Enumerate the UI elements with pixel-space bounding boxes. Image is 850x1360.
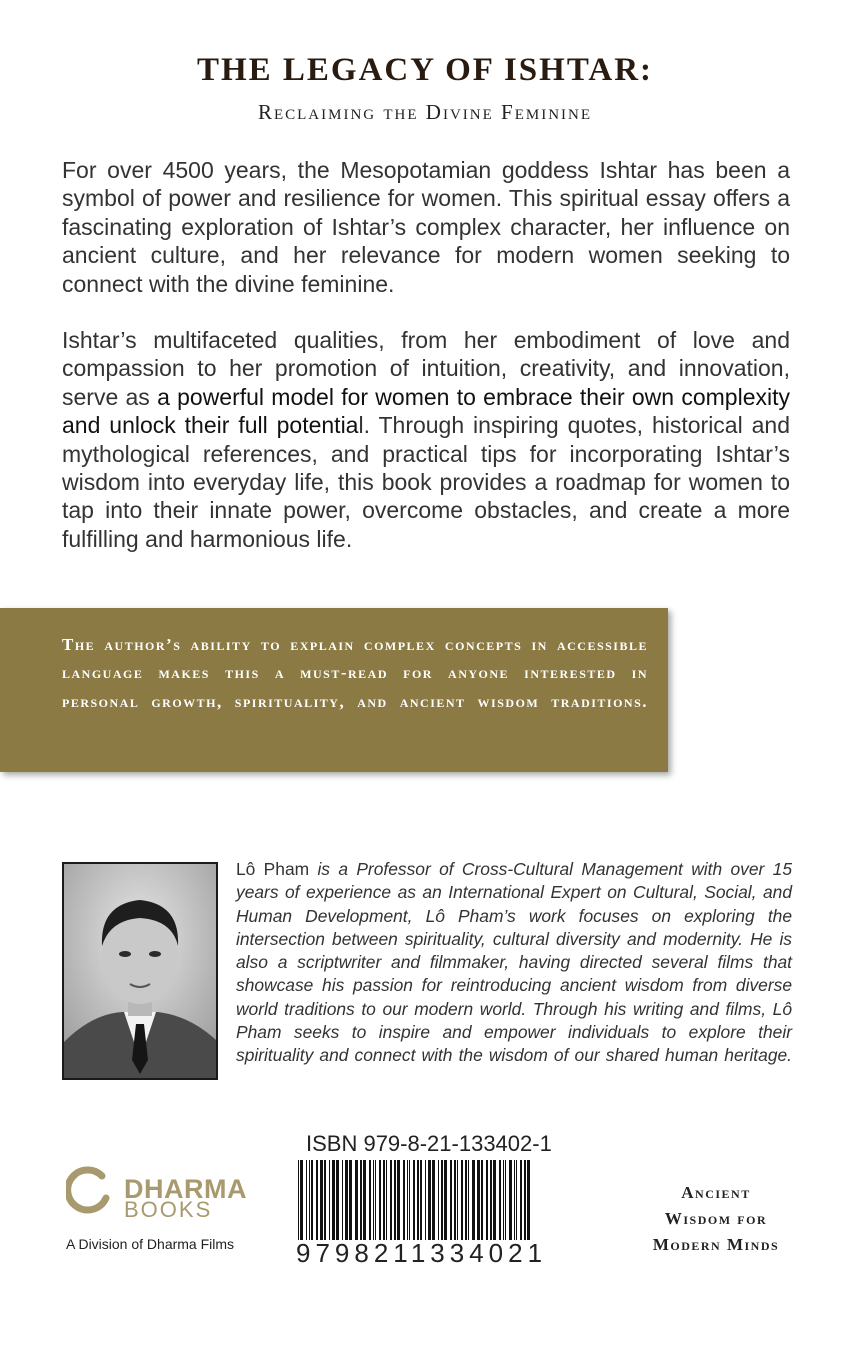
review-quote: The author’s ability to explain complex concepts in accessible language makes this a must-read for anyone interested in personal growth, spirituality, and ancient wisdom traditions. [62,635,648,711]
paragraph-2-intro: Ishtar’s multifaceted qualities, from her embodiment of love and compassion to her promotion of intuition, creativity, and innovation, serve as [62,327,790,410]
barcode-bar [420,1160,422,1240]
author-name: Lô Pham [236,859,310,879]
barcode-bar [329,1160,330,1240]
barcode-bar [320,1160,323,1240]
barcode-bar [386,1160,387,1240]
barcode-bar [397,1160,400,1240]
barcode-bar [300,1160,303,1240]
barcode-bar [441,1160,443,1240]
barcode-bar [383,1160,385,1240]
barcode [296,1160,536,1240]
barcode-bar [524,1160,526,1240]
barcode-bar [309,1160,310,1240]
author-bio [236,858,792,1068]
barcode-bar [413,1160,415,1240]
barcode-bar [461,1160,463,1240]
barcode-bar [428,1160,431,1240]
barcode-bar [407,1160,408,1240]
barcode-bar [472,1160,475,1240]
barcode-bar [349,1160,352,1240]
description-paragraph-1: For over 4500 years, the Mesopotamian goddess Ishtar has been a symbol of power and resilience for women. This spiritual essay offers a fascinating exploration of Ishtar’s complex character, her influence on ancient culture, and her relevance for modern women seeking to connect with the divine feminine. [62,157,790,297]
dharma-books-logo-icon [66,1166,114,1218]
tagline-line-1: Ancient [681,1183,751,1202]
barcode-bar [298,1160,299,1240]
barcode-bar [403,1160,405,1240]
barcode-bar [379,1160,381,1240]
barcode-bar [481,1160,483,1240]
description-paragraph-2 [62,326,790,553]
barcode-bar [438,1160,439,1240]
barcode-bar [465,1160,467,1240]
barcode-bar [493,1160,496,1240]
barcode-bar [505,1160,506,1240]
barcode-bar [527,1160,530,1240]
publisher-name: DHARMA [124,1174,247,1204]
publisher-division: A Division of Dharma Films [66,1236,235,1252]
barcode-bar [360,1160,362,1240]
paragraph-2-rest: l. Through inspiring quotes, historical and mythological references, and practical tips for incorporating Ishtar’s wisdom into everyday life, this book provides a roadmap for women to tap into their innate power, overcome obstacles, and create a more fulfilling and harmonious life. [62,412,790,552]
barcode-bar [468,1160,469,1240]
barcode-bar [425,1160,426,1240]
barcode-bar [514,1160,515,1240]
barcode-bar [373,1160,374,1240]
barcode-digits: 9798211334021 [296,1238,548,1268]
book-subtitle: Reclaiming the Divine Feminine [257,100,593,124]
barcode-bar [311,1160,313,1240]
barcode-bar [520,1160,522,1240]
barcode-bar [417,1160,419,1240]
barcode-bar [306,1160,307,1240]
barcode-bar [345,1160,348,1240]
barcode-bar [394,1160,396,1240]
barcode-bar [450,1160,452,1240]
barcode-bar [454,1160,456,1240]
barcode-bar [444,1160,447,1240]
barcode-bar [490,1160,492,1240]
barcode-bar [409,1160,410,1240]
tagline [626,1180,806,1258]
barcode-bar [477,1160,480,1240]
barcode-bar [457,1160,458,1240]
tagline-line-3: Modern Minds [652,1235,780,1254]
barcode-bar [363,1160,366,1240]
barcode-bar [332,1160,335,1240]
barcode-bar [324,1160,326,1240]
barcode-bar [432,1160,435,1240]
publisher-imprint: BOOKS [124,1197,213,1222]
isbn-label: ISBN 979-8-21-133402-1 [306,1131,552,1156]
barcode-bar [355,1160,358,1240]
barcode-bar [486,1160,488,1240]
tagline-line-2: Wisdom for [664,1209,768,1228]
barcode-bar [516,1160,517,1240]
barcode-bar [342,1160,343,1240]
barcode-bar [375,1160,376,1240]
author-photo [62,862,218,1080]
barcode-bar [509,1160,512,1240]
paragraph-2-emphasis: a powerful model for women to embrace their own complexity and unlock their full potentia [62,383,790,439]
author-portrait-image [64,864,216,1078]
author-bio-text: is a Professor of Cross-Cultural Management with over 15 years of experience as an International Expert on Cultural, Social, and Human Development, Lô Pham’s work focuses on exploring the intersection between spirituality, cultural diversity and modernity. He is also a scriptwriter and filmmaker, having directed several films that showcase his passion for reintroducing ancient wisdom from diverse world traditions to our modern world. Through his writing and films, Lô Pham seeks to inspire and empower individuals to explore their spirituality and connect with the wisdom of our shared human heritage. [236,859,792,1066]
book-title: THE LEGACY OF ISHTAR: [196,52,654,88]
barcode-bar [499,1160,501,1240]
barcode-bar [369,1160,371,1240]
barcode-bar [390,1160,392,1240]
barcode-bar [503,1160,504,1240]
barcode-bar [316,1160,318,1240]
barcode-bar [336,1160,339,1240]
